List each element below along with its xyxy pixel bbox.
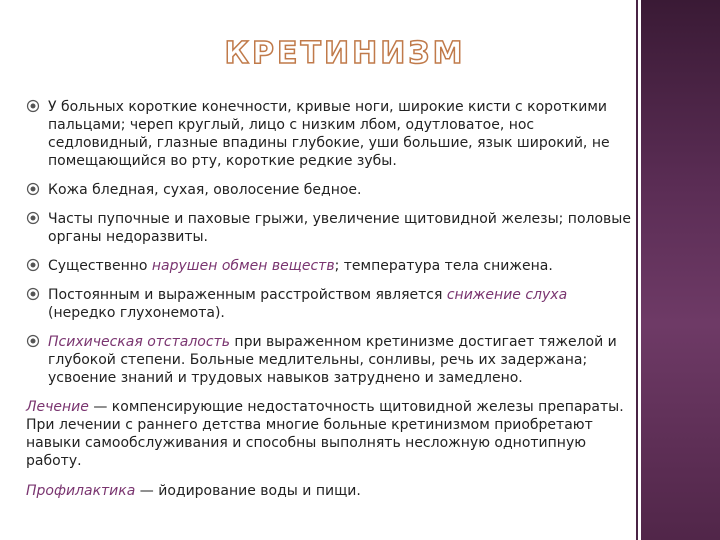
target-bullet-icon <box>26 99 40 113</box>
treatment-label: Лечение <box>26 399 89 415</box>
bullet-text-post: (нередко глухонемота). <box>48 305 225 321</box>
target-bullet-icon <box>26 287 40 301</box>
bullet-item <box>26 257 631 275</box>
prevention-label: Профилактика <box>26 483 136 499</box>
target-bullet-icon <box>26 258 40 272</box>
sidebar-divider <box>636 0 638 540</box>
decorative-sidebar <box>641 0 720 540</box>
bullet-text-post: ; температура тела снижена. <box>334 258 553 274</box>
treatment-paragraph <box>26 398 631 470</box>
bullet-text: У больных короткие конечности, кривые ноги, широкие кисти с короткими пальцами; череп круглый, лицо с низким лбом, одутловатое, нос седловидный, глазные впадины глубокие, уши большие, язык широкий, не помещающийся во рту, короткие редкие зубы. <box>48 99 610 169</box>
highlight-hearing: снижение слуха <box>446 287 568 303</box>
target-bullet-icon <box>26 211 40 225</box>
bullet-text: Часты пупочные и паховые грыжи, увеличение щитовидной железы; половые органы недоразвиты. <box>48 211 631 245</box>
bullet-item <box>26 181 631 199</box>
highlight-mental-retardation: Психическая отсталость <box>48 334 230 350</box>
treatment-text: — компенсирующие недостаточность щитовидной железы препараты. При лечении с раннего детства многие больные кретинизмом приобретают навыки самообслуживания и способны выполнять несложную однотипную работу. <box>26 399 624 469</box>
slide-title: КРЕТИНИЗМ <box>224 36 466 71</box>
prevention-paragraph <box>26 482 631 500</box>
bullet-text: Кожа бледная, сухая, оволосение бедное. <box>48 182 362 198</box>
prevention-text: — йодирование воды и пищи. <box>135 483 361 499</box>
bullet-item <box>26 333 631 387</box>
bullet-item <box>26 286 631 322</box>
highlight-metabolism: нарушен обмен веществ <box>151 258 335 274</box>
bullet-text-post: при выраженном кретинизме достигает тяжелой и глубокой степени. Больные медлительны, сонливы, речь их задержана; усвоение знаний и трудовых навыков затруднено и замедлено. <box>48 334 617 386</box>
bullet-text-pre: Существенно <box>48 258 152 274</box>
bullet-item <box>26 98 631 170</box>
bullet-text-pre: Постоянным и выраженным расстройством является <box>48 287 447 303</box>
target-bullet-icon <box>26 182 40 196</box>
slide-content <box>26 98 631 512</box>
target-bullet-icon <box>26 334 40 348</box>
bullet-item <box>26 210 631 246</box>
